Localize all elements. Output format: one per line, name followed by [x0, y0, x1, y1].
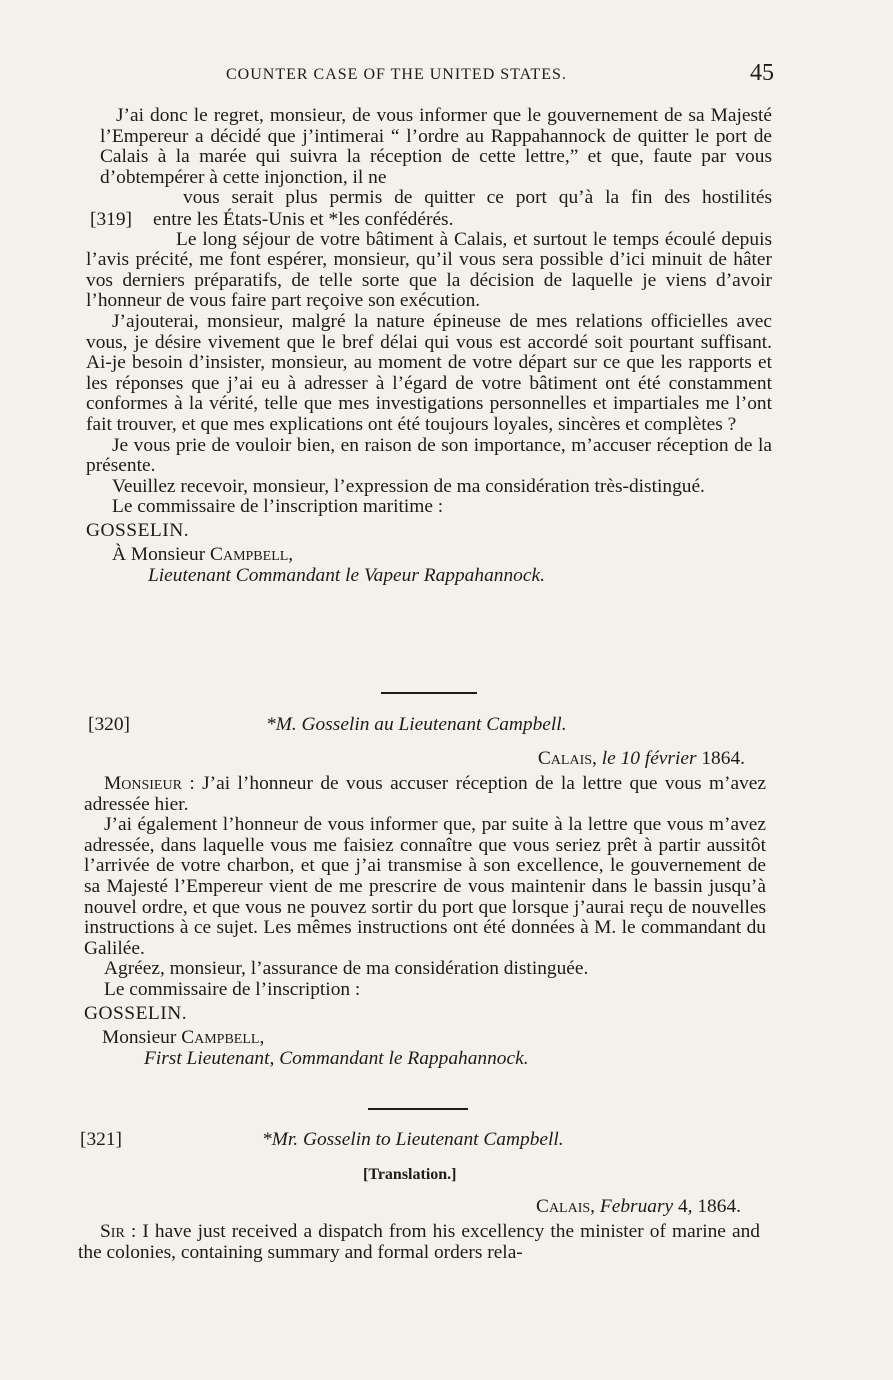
signature: GOSSELIN. [84, 1002, 188, 1024]
paragraph [84, 774, 766, 815]
letter-title: *M. Gosselin au Lieutenant Campbell. [266, 714, 567, 735]
paragraph-text: J’ai l’honneur de vous accuser réception de la lettre que vous m’avez adressée hier. [84, 773, 767, 815]
paragraph: Le long séjour de votre bâtiment à Calais, et surtout le temps écoulé depuis l’avis précité, me font espérer, monsieur, qu’il vous sera possible d’ici minuit de hâter vos derniers préparatifs, de telle sorte que la décision de laquelle je viens d’avoir l’honneur de vous faire part reçoive son exécution. [86, 228, 772, 312]
addressee-prefix: À Monsieur [112, 544, 211, 566]
addressee-name: Campbell, [181, 1027, 265, 1049]
letter-title: *Mr. Gosselin to Lieutenant Campbell. [262, 1129, 564, 1150]
paragraph: J’ajouterai, monsieur, malgré la nature épineuse de mes relations officielles avec vous, je désire vivement que le bref délai qui vous est accordé soit pourtant suffisant. Ai-je besoin d’insister, monsieur, au moment de votre départ sur ce que les rapports et les réponses que j’ai eu à adresser à l’égard de votre bâtiment ont été constamment conformes à la vérité, telle que mes investigations personnelles et impartiales me l’ont fait trouver, et que mes explications ont été toujours loyales, sincères et complètes ? [86, 310, 772, 435]
letter2-body [84, 774, 766, 1069]
paragraph: Veuillez recevoir, monsieur, l’expression de ma considération très-distingué. [112, 475, 705, 497]
date-day: le 10 février [596, 748, 697, 769]
date-year: 1864. [696, 748, 745, 769]
salutation: Monsieur : [104, 773, 195, 794]
date-month: February [595, 1196, 674, 1217]
addressee-prefix: Monsieur [102, 1027, 182, 1049]
letter3-body [78, 1222, 760, 1263]
addressee-title: First Lieutenant, Commandant le Rappahannock. [144, 1047, 529, 1069]
signature: GOSSELIN. [86, 519, 190, 541]
date-place: Calais, [537, 748, 597, 769]
paragraph: entre les États-Unis et *les confédérés. [153, 208, 454, 230]
dateline [538, 748, 745, 770]
margin-reference: [320] [88, 714, 131, 735]
margin-reference: [319] [90, 208, 133, 230]
paragraph: J’ai donc le regret, monsieur, de vous informer que le gouvernement de sa Majesté l’Empereur a décidé que j’intimerai “ l’ordre au Rappahannock de quitter le port de Calais à la marée qui suivra la réception de cette lettre,” et que, faute par vous d’obtempérer à cette injonction, il ne [100, 105, 772, 188]
date-rest: 4, 1864. [673, 1196, 741, 1217]
margin-line [86, 209, 772, 230]
dateline [536, 1196, 741, 1218]
letter1-body [86, 106, 772, 587]
salutation: Sir : [100, 1221, 137, 1242]
closing-line: Le commissaire de l’inscription maritime : [112, 496, 444, 518]
addressee-name: Campbell, [210, 544, 294, 566]
paragraph-text: I have just received a dispatch from his excellency the minister of marine and the colonies, containing summary and formal orders rela- [78, 1221, 760, 1263]
translation-note: [Translation.] [363, 1166, 457, 1183]
running-title: COUNTER CASE OF THE UNITED STATES. [226, 66, 567, 83]
paragraph: Je vous prie de vouloir bien, en raison de son importance, m’accuser réception de la présente. [86, 434, 772, 477]
page-number: 45 [750, 60, 774, 86]
addressee [86, 545, 772, 566]
paragraph: Agréez, monsieur, l’assurance de ma considération distinguée. [104, 958, 589, 980]
margin-reference: [321] [80, 1129, 123, 1150]
section-divider [368, 1108, 468, 1110]
closing-line: Le commissaire de l’inscription : [104, 978, 361, 1000]
running-header [226, 60, 774, 92]
section-divider [381, 692, 477, 694]
addressee [84, 1028, 766, 1049]
paragraph: vous serait plus permis de quitter ce port qu’à la fin des hostilités [183, 187, 772, 209]
date-place: Calais, [536, 1196, 596, 1217]
addressee-title: Lieutenant Commandant le Vapeur Rappahannock. [148, 565, 545, 587]
paragraph [78, 1222, 760, 1263]
paragraph: J’ai également l’honneur de vous informer que, par suite à la lettre que vous m’avez adressée, dans laquelle vous me faisiez connaître que vous seriez prêt à partir aussitôt l’arrivée de votre charbon, et que j’ai transmise à son excellence, le gouvernement de sa Majesté l’Empereur vient de me prescrire de vous maintenir dans le bassin jusqu’à nouvel ordre, et que vous ne pouvez sortir du port que lorsque j’aurai reçu de nouvelles instructions à ce sujet. Les mêmes instructions ont été données à M. le commandant du Galilée. [84, 814, 766, 959]
